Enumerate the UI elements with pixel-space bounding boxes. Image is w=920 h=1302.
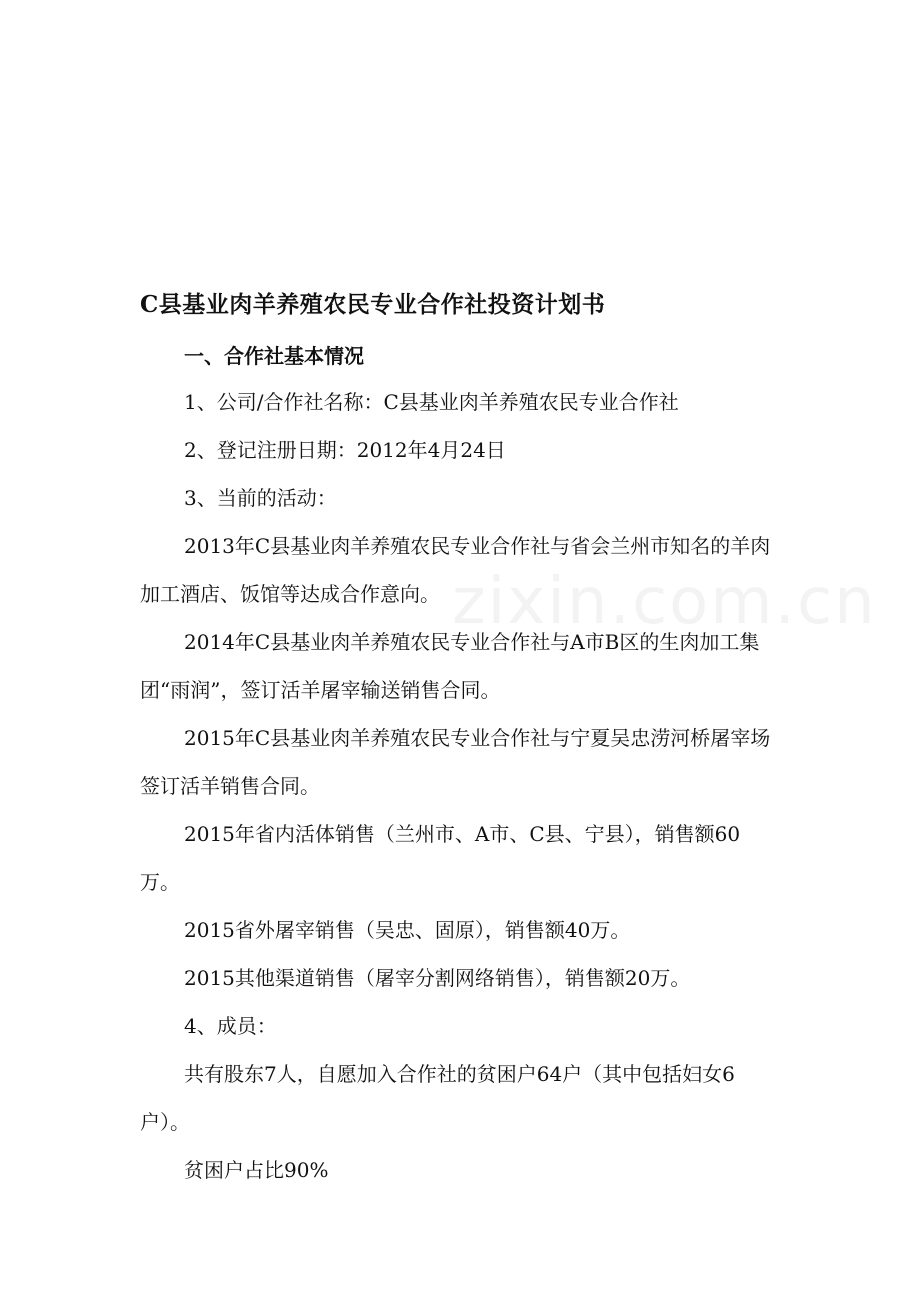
- paragraph-2015-domestic-sales: 2015年省内活体销售（兰州市、A市、C县、宁县），销售额60万。: [140, 822, 741, 894]
- paragraph-2015-outside-sales: 2015省外屠宰销售（吴忠、固原），销售额40万。: [184, 918, 631, 942]
- item-members: 4、成员：: [184, 1014, 277, 1038]
- paragraph-2014: 2014年C县基业肉羊养殖农民专业合作社与A市B区的生肉加工集团“雨润”，签订活羊屠宰输送销售合同。: [140, 630, 760, 702]
- paragraph-members: 共有股东7人，自愿加入合作社的贫困户64户（其中包括妇女6户）。: [140, 1062, 735, 1134]
- paragraph-2015-other-sales: 2015其他渠道销售（屠宰分割网络销售），销售额20万。: [184, 966, 691, 990]
- section-heading: 一、合作社基本情况: [184, 344, 364, 368]
- item-company-name: 1、公司/合作社名称：C县基业肉羊养殖农民专业合作社: [184, 390, 679, 414]
- document-title: C县基业肉羊养殖农民专业合作社投资计划书: [140, 291, 606, 318]
- paragraph-2013: 2013年C县基业肉羊养殖农民专业合作社与省会兰州市知名的羊肉加工酒店、饭馆等达成合作意向。: [140, 534, 771, 606]
- item-current-activities: 3、当前的活动：: [184, 486, 337, 510]
- paragraph-poor-ratio: 贫困户占比90%: [184, 1158, 329, 1182]
- paragraph-2015-contract: 2015年C县基业肉羊养殖农民专业合作社与宁夏吴忠涝河桥屠宰场签订活羊销售合同。: [140, 726, 771, 798]
- item-registration-date: 2、登记注册日期：2012年4月24日: [184, 438, 506, 462]
- watermark: zixin.com.cn: [452, 565, 877, 639]
